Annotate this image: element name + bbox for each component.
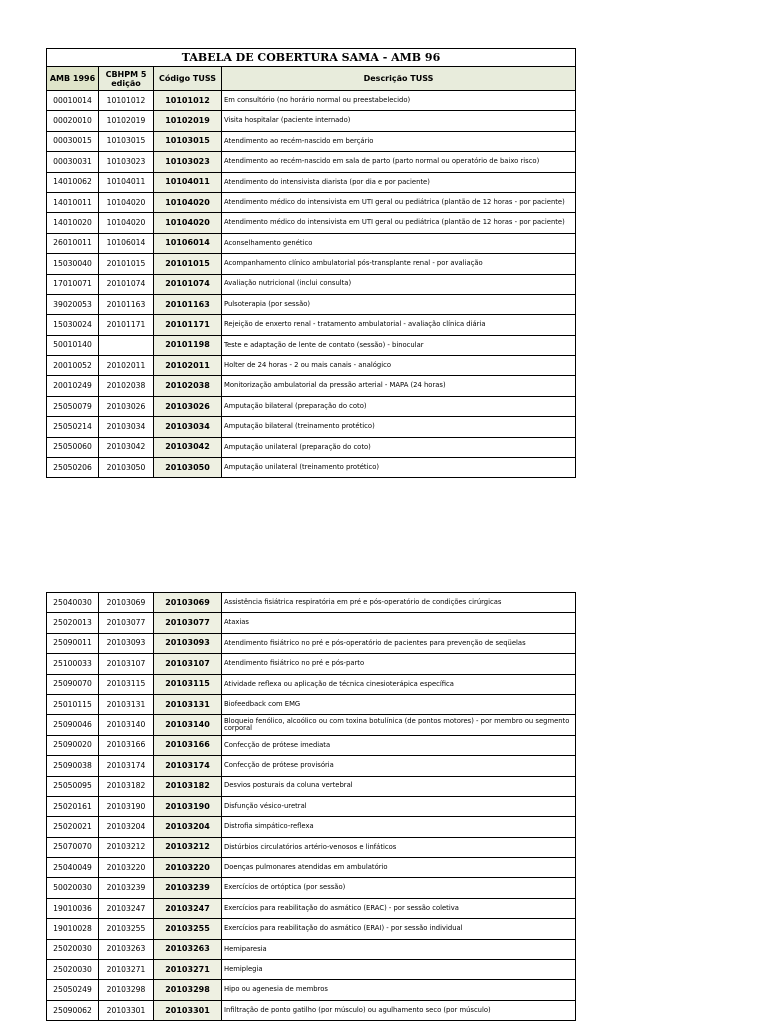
cell-amb-1996: 14010011 [47, 192, 99, 212]
cell-descricao-tuss: Distrofia simpático-reflexa [222, 817, 576, 837]
cell-codigo-tuss: 20103212 [154, 837, 222, 857]
table-row [47, 817, 576, 837]
cell-codigo-tuss: 20102011 [154, 356, 222, 376]
table-row [47, 417, 576, 437]
header-codigo-tuss: Código TUSS [154, 67, 222, 91]
cell-amb-1996: 25020030 [47, 939, 99, 959]
cell-codigo-tuss: 10104020 [154, 192, 222, 212]
cell-descricao-tuss: Confecção de prótese provisória [222, 756, 576, 776]
table-row [47, 111, 576, 131]
cell-codigo-tuss: 20103107 [154, 654, 222, 674]
cell-descricao-tuss: Atendimento médico do intensivista em UTI geral ou pediátrica (plantão de 12 horas - por paciente) [222, 213, 576, 233]
cell-descricao-tuss: Holter de 24 horas - 2 ou mais canais - analógico [222, 356, 576, 376]
cell-cbhpm: 20101074 [99, 274, 154, 294]
cell-descricao-tuss: Amputação unilateral (treinamento protético) [222, 458, 576, 478]
cell-amb-1996: 00030015 [47, 131, 99, 151]
cell-descricao-tuss: Amputação bilateral (treinamento protético) [222, 417, 576, 437]
cell-amb-1996: 14010062 [47, 172, 99, 192]
cell-descricao-tuss: Atividade reflexa ou aplicação de técnica cinesioterápica específica [222, 674, 576, 694]
cell-codigo-tuss: 20103220 [154, 858, 222, 878]
cell-codigo-tuss: 20103166 [154, 735, 222, 755]
cell-amb-1996: 25040030 [47, 593, 99, 613]
cell-amb-1996: 25070070 [47, 837, 99, 857]
cell-codigo-tuss: 10106014 [154, 233, 222, 253]
cell-amb-1996: 00020010 [47, 111, 99, 131]
cell-codigo-tuss: 20101198 [154, 335, 222, 355]
cell-amb-1996: 25040049 [47, 858, 99, 878]
cell-codigo-tuss: 20103204 [154, 817, 222, 837]
cell-codigo-tuss: 20103050 [154, 458, 222, 478]
cell-descricao-tuss: Desvios posturais da coluna vertebral [222, 776, 576, 796]
cell-amb-1996: 20010052 [47, 356, 99, 376]
cell-cbhpm: 20103166 [99, 735, 154, 755]
cell-descricao-tuss: Doenças pulmonares atendidas em ambulatório [222, 858, 576, 878]
cell-codigo-tuss: 20103263 [154, 939, 222, 959]
cell-cbhpm: 20101015 [99, 254, 154, 274]
cell-descricao-tuss: Amputação unilateral (preparação do coto) [222, 437, 576, 457]
cell-codigo-tuss: 20103069 [154, 593, 222, 613]
cell-amb-1996: 25090070 [47, 674, 99, 694]
cell-cbhpm: 20103069 [99, 593, 154, 613]
cell-descricao-tuss: Atendimento ao recém-nascido em berçário [222, 131, 576, 151]
cell-descricao-tuss: Rejeição de enxerto renal - tratamento ambulatorial - avaliação clínica diária [222, 315, 576, 335]
cell-descricao-tuss: Exercícios de ortóptica (por sessão) [222, 878, 576, 898]
table-row [47, 735, 576, 755]
cell-amb-1996: 25050095 [47, 776, 99, 796]
cell-amb-1996: 25050079 [47, 396, 99, 416]
table-row [47, 274, 576, 294]
coverage-table-2 [46, 592, 576, 1021]
cell-codigo-tuss: 20103239 [154, 878, 222, 898]
cell-descricao-tuss: Aconselhamento genético [222, 233, 576, 253]
cell-cbhpm: 10102019 [99, 111, 154, 131]
table-row [47, 613, 576, 633]
cell-descricao-tuss: Monitorização ambulatorial da pressão arterial - MAPA (24 horas) [222, 376, 576, 396]
table-row [47, 335, 576, 355]
cell-codigo-tuss: 20103301 [154, 1000, 222, 1020]
cell-cbhpm: 20102038 [99, 376, 154, 396]
header-cbhpm: CBHPM 5 edição [99, 67, 154, 91]
cell-amb-1996: 39020053 [47, 294, 99, 314]
cell-descricao-tuss: Em consultório (no horário normal ou preestabelecido) [222, 91, 576, 111]
table-row [47, 796, 576, 816]
cell-amb-1996: 25090011 [47, 633, 99, 653]
cell-descricao-tuss: Hipo ou agenesia de membros [222, 980, 576, 1000]
cell-codigo-tuss: 20103115 [154, 674, 222, 694]
cell-amb-1996: 14010020 [47, 213, 99, 233]
table-row [47, 654, 576, 674]
table-row [47, 633, 576, 653]
cell-cbhpm: 20103298 [99, 980, 154, 1000]
cell-cbhpm: 10101012 [99, 91, 154, 111]
table-row [47, 980, 576, 1000]
cell-descricao-tuss: Ataxias [222, 613, 576, 633]
cell-amb-1996: 25050206 [47, 458, 99, 478]
table-row [47, 294, 576, 314]
cell-amb-1996: 25090046 [47, 715, 99, 735]
cell-cbhpm: 20103042 [99, 437, 154, 457]
table-1-body [47, 91, 576, 478]
cell-codigo-tuss: 10104011 [154, 172, 222, 192]
cell-amb-1996: 26010011 [47, 233, 99, 253]
cell-cbhpm: 20103131 [99, 694, 154, 714]
cell-descricao-tuss: Avaliação nutricional (inclui consulta) [222, 274, 576, 294]
cell-cbhpm: 10106014 [99, 233, 154, 253]
cell-codigo-tuss: 20101171 [154, 315, 222, 335]
cell-cbhpm: 20102011 [99, 356, 154, 376]
table-row [47, 458, 576, 478]
cell-cbhpm: 20103190 [99, 796, 154, 816]
cell-codigo-tuss: 10104020 [154, 213, 222, 233]
cell-codigo-tuss: 10101012 [154, 91, 222, 111]
cell-descricao-tuss: Infiltração de ponto gatilho (por músculo) ou agulhamento seco (por músculo) [222, 1000, 576, 1020]
cell-cbhpm: 20103247 [99, 898, 154, 918]
cell-cbhpm: 20103204 [99, 817, 154, 837]
cell-descricao-tuss: Distúrbios circulatórios artério-venosos e linfáticos [222, 837, 576, 857]
cell-descricao-tuss: Hemiparesia [222, 939, 576, 959]
table-row [47, 898, 576, 918]
cell-codigo-tuss: 20103271 [154, 960, 222, 980]
cell-descricao-tuss: Pulsoterapia (por sessão) [222, 294, 576, 314]
cell-amb-1996: 25050214 [47, 417, 99, 437]
cell-cbhpm: 20103212 [99, 837, 154, 857]
table-row [47, 213, 576, 233]
cell-descricao-tuss: Biofeedback com EMG [222, 694, 576, 714]
table-title: TABELA DE COBERTURA SAMA - AMB 96 [47, 49, 576, 67]
header-descricao-tuss: Descrição TUSS [222, 67, 576, 91]
cell-descricao-tuss: Exercícios para reabilitação do asmático (ERAI) - por sessão individual [222, 919, 576, 939]
cell-amb-1996: 20010249 [47, 376, 99, 396]
cell-cbhpm: 20103301 [99, 1000, 154, 1020]
cell-descricao-tuss: Atendimento ao recém-nascido em sala de parto (parto normal ou operatório de baixo risco) [222, 152, 576, 172]
cell-codigo-tuss: 20103190 [154, 796, 222, 816]
cell-amb-1996: 15030040 [47, 254, 99, 274]
cell-descricao-tuss: Atendimento médico do intensivista em UTI geral ou pediátrica (plantão de 12 horas - por paciente) [222, 192, 576, 212]
cell-amb-1996: 15030024 [47, 315, 99, 335]
cell-amb-1996: 25090062 [47, 1000, 99, 1020]
cell-cbhpm: 20103220 [99, 858, 154, 878]
table-row [47, 939, 576, 959]
cell-amb-1996: 25020021 [47, 817, 99, 837]
table-row [47, 694, 576, 714]
cell-codigo-tuss: 20103255 [154, 919, 222, 939]
cell-codigo-tuss: 20103131 [154, 694, 222, 714]
cell-codigo-tuss: 20103026 [154, 396, 222, 416]
cell-amb-1996: 25050060 [47, 437, 99, 457]
cell-amb-1996: 50020030 [47, 878, 99, 898]
table-row [47, 152, 576, 172]
cell-cbhpm: 20103077 [99, 613, 154, 633]
cell-cbhpm: 20103026 [99, 396, 154, 416]
cell-codigo-tuss: 20103140 [154, 715, 222, 735]
cell-cbhpm [99, 335, 154, 355]
cell-amb-1996: 00030031 [47, 152, 99, 172]
cell-codigo-tuss: 20103077 [154, 613, 222, 633]
table-row [47, 776, 576, 796]
cell-amb-1996: 25020030 [47, 960, 99, 980]
cell-amb-1996: 25050249 [47, 980, 99, 1000]
cell-cbhpm: 20101163 [99, 294, 154, 314]
cell-cbhpm: 20103140 [99, 715, 154, 735]
cell-cbhpm: 20103255 [99, 919, 154, 939]
table-row [47, 376, 576, 396]
cell-cbhpm: 20103107 [99, 654, 154, 674]
table-row [47, 396, 576, 416]
cell-descricao-tuss: Visita hospitalar (paciente internado) [222, 111, 576, 131]
cell-amb-1996: 25100033 [47, 654, 99, 674]
cell-cbhpm: 20103239 [99, 878, 154, 898]
cell-cbhpm: 10104011 [99, 172, 154, 192]
table-row [47, 437, 576, 457]
table-row [47, 315, 576, 335]
cell-codigo-tuss: 10103023 [154, 152, 222, 172]
cell-amb-1996: 25090020 [47, 735, 99, 755]
cell-codigo-tuss: 20103042 [154, 437, 222, 457]
table-row [47, 674, 576, 694]
cell-codigo-tuss: 20101074 [154, 274, 222, 294]
cell-codigo-tuss: 20103182 [154, 776, 222, 796]
table-row [47, 756, 576, 776]
table-2-body [47, 593, 576, 1021]
cell-codigo-tuss: 20102038 [154, 376, 222, 396]
cell-cbhpm: 20101171 [99, 315, 154, 335]
cell-codigo-tuss: 10103015 [154, 131, 222, 151]
table-row [47, 233, 576, 253]
cell-descricao-tuss: Bloqueio fenólico, alcoólico ou com toxina botulínica (de pontos motores) - por membro ou segmento corporal [222, 715, 576, 735]
cell-amb-1996: 25020013 [47, 613, 99, 633]
header-amb-1996: AMB 1996 [47, 67, 99, 91]
table-row [47, 919, 576, 939]
cell-descricao-tuss: Acompanhamento clínico ambulatorial pós-transplante renal - por avaliação [222, 254, 576, 274]
cell-codigo-tuss: 20103093 [154, 633, 222, 653]
cell-amb-1996: 25010115 [47, 694, 99, 714]
cell-amb-1996: 00010014 [47, 91, 99, 111]
cell-codigo-tuss: 20103034 [154, 417, 222, 437]
cell-descricao-tuss: Atendimento do intensivista diarista (por dia e por paciente) [222, 172, 576, 192]
table-row [47, 172, 576, 192]
table-row [47, 715, 576, 735]
cell-descricao-tuss: Amputação bilateral (preparação do coto) [222, 396, 576, 416]
table-row [47, 960, 576, 980]
table-row [47, 131, 576, 151]
table-row [47, 878, 576, 898]
table-row [47, 1000, 576, 1020]
table-row [47, 593, 576, 613]
cell-descricao-tuss: Atendimento fisiátrico no pré e pós-parto [222, 654, 576, 674]
cell-cbhpm: 20103115 [99, 674, 154, 694]
coverage-table-1 [46, 48, 576, 478]
cell-cbhpm: 20103093 [99, 633, 154, 653]
cell-cbhpm: 10104020 [99, 192, 154, 212]
cell-cbhpm: 20103174 [99, 756, 154, 776]
cell-descricao-tuss: Disfunção vésico-uretral [222, 796, 576, 816]
table-row [47, 858, 576, 878]
table-row [47, 254, 576, 274]
cell-cbhpm: 20103182 [99, 776, 154, 796]
table-row [47, 192, 576, 212]
cell-amb-1996: 19010028 [47, 919, 99, 939]
cell-codigo-tuss: 20101015 [154, 254, 222, 274]
cell-cbhpm: 10104020 [99, 213, 154, 233]
cell-amb-1996: 25090038 [47, 756, 99, 776]
cell-amb-1996: 17010071 [47, 274, 99, 294]
cell-descricao-tuss: Confecção de prótese imediata [222, 735, 576, 755]
cell-cbhpm: 20103271 [99, 960, 154, 980]
cell-descricao-tuss: Assistência fisiátrica respiratória em pré e pós-operatório de condições cirúrgicas [222, 593, 576, 613]
table-row [47, 837, 576, 857]
cell-cbhpm: 20103050 [99, 458, 154, 478]
cell-descricao-tuss: Exercícios para reabilitação do asmático (ERAC) - por sessão coletiva [222, 898, 576, 918]
table-row [47, 91, 576, 111]
cell-amb-1996: 25020161 [47, 796, 99, 816]
table-row [47, 356, 576, 376]
cell-amb-1996: 19010036 [47, 898, 99, 918]
cell-amb-1996: 50010140 [47, 335, 99, 355]
cell-codigo-tuss: 20103174 [154, 756, 222, 776]
cell-descricao-tuss: Hemiplegia [222, 960, 576, 980]
cell-descricao-tuss: Atendimento fisiátrico no pré e pós-operatório de pacientes para prevenção de seqüelas [222, 633, 576, 653]
cell-codigo-tuss: 20103247 [154, 898, 222, 918]
cell-cbhpm: 20103034 [99, 417, 154, 437]
cell-codigo-tuss: 10102019 [154, 111, 222, 131]
cell-codigo-tuss: 20103298 [154, 980, 222, 1000]
cell-codigo-tuss: 20101163 [154, 294, 222, 314]
cell-descricao-tuss: Teste e adaptação de lente de contato (sessão) - binocular [222, 335, 576, 355]
cell-cbhpm: 20103263 [99, 939, 154, 959]
cell-cbhpm: 10103015 [99, 131, 154, 151]
cell-cbhpm: 10103023 [99, 152, 154, 172]
